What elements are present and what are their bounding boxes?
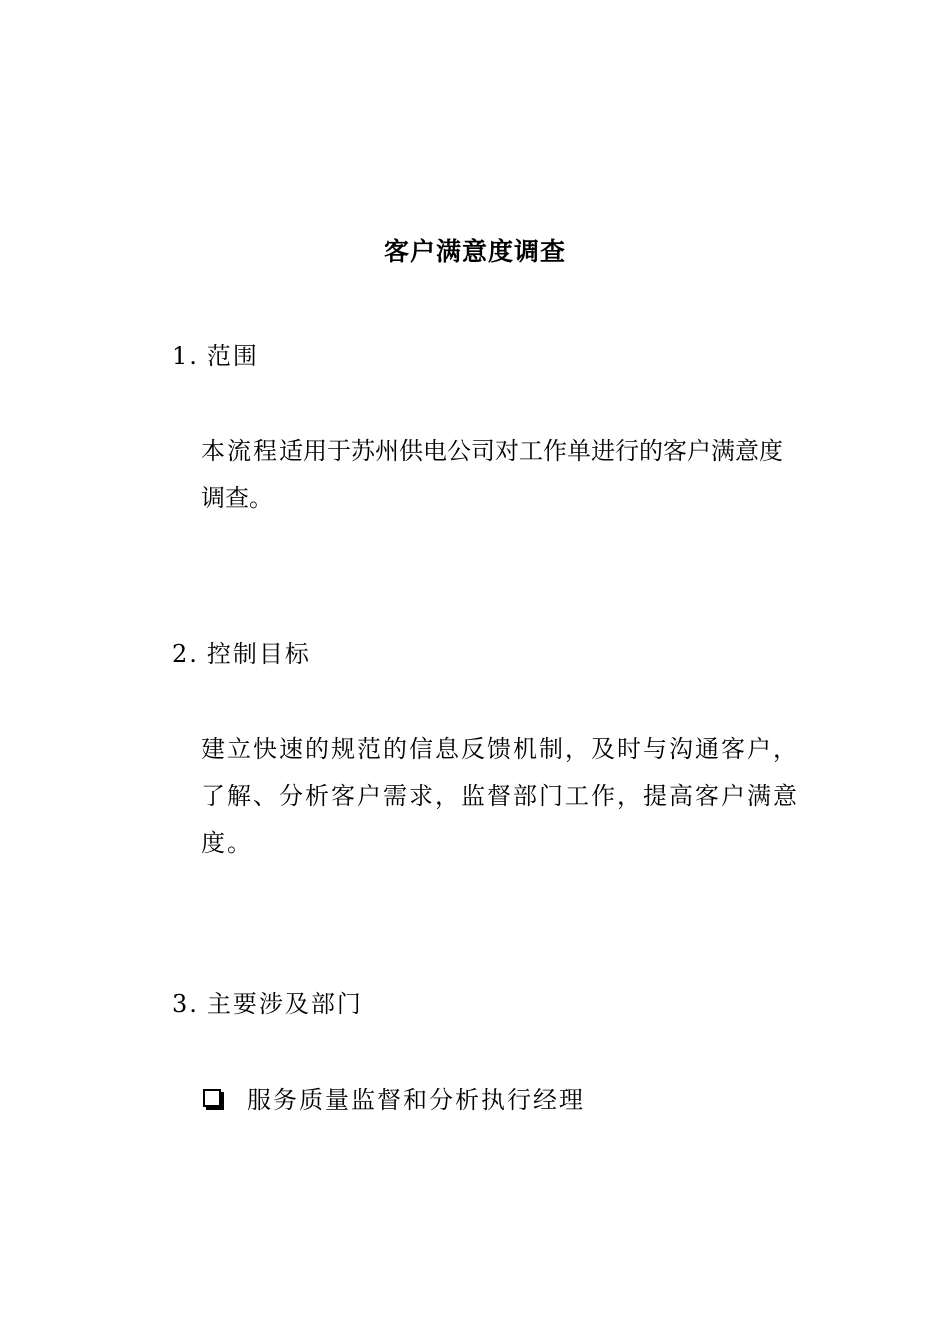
section-1-body-rest: 适用于苏州供电公司对工作单进行的客户满意度调查。	[201, 437, 783, 512]
checkbox-bullet-icon	[203, 1089, 221, 1107]
section-2-title: 控制目标	[206, 640, 311, 668]
section-1-title: 范围	[206, 342, 259, 370]
section-1-body-prefix: 本流程	[201, 437, 279, 465]
section-2-heading	[172, 634, 311, 669]
section-3-heading	[172, 984, 363, 1019]
section-1-number: 1.	[172, 342, 199, 370]
section-1-heading	[172, 336, 259, 371]
section-1-body	[201, 428, 801, 522]
section-3-number: 3.	[172, 990, 199, 1018]
section-3-title: 主要涉及部门	[206, 990, 363, 1018]
department-item-label: 服务质量监督和分析执行经理	[247, 1086, 585, 1114]
document-title: 客户满意度调查	[383, 237, 566, 266]
section-2-body: 建立快速的规范的信息反馈机制，及时与沟通客户，了解、分析客户需求，监督部门工作，提高客户满意度。	[201, 735, 799, 857]
department-list-item	[203, 1080, 585, 1115]
section-2-number: 2.	[172, 640, 199, 668]
